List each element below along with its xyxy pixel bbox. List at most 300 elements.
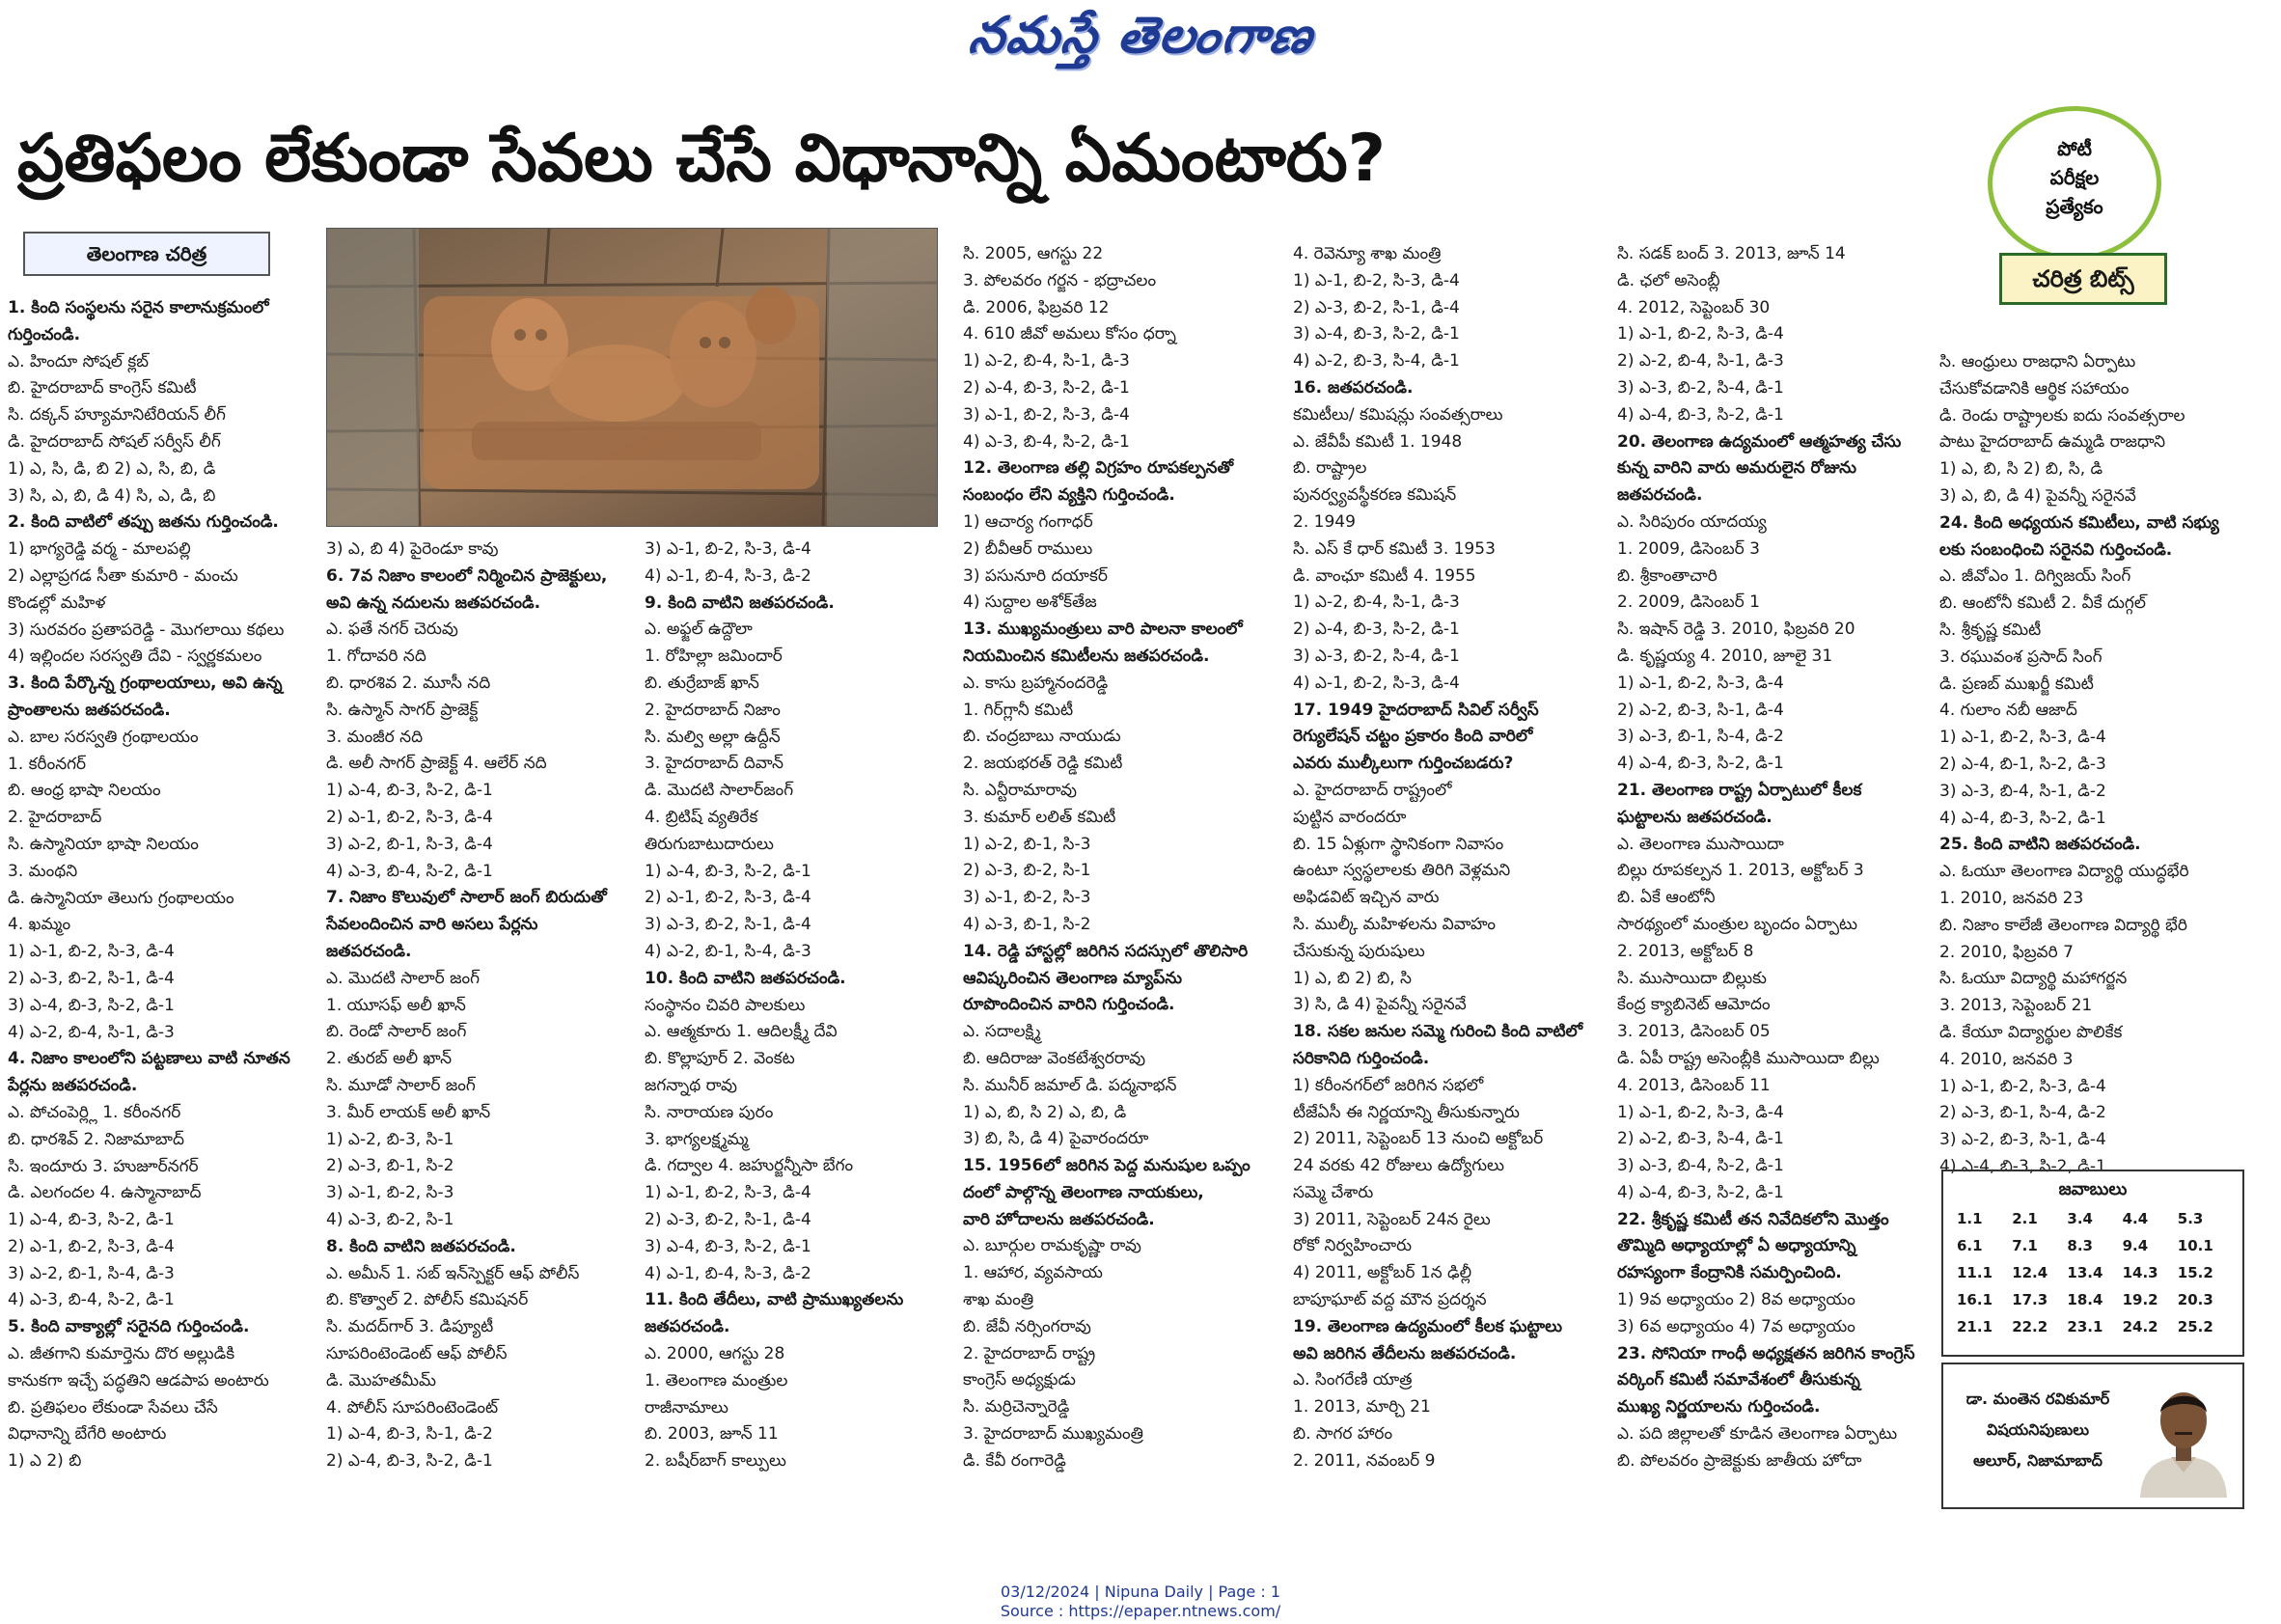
option-line: చేసుకున్న పురుషులు xyxy=(1293,941,1425,961)
headline: ప్రతిఫలం లేకుండా సేవలు చేసే విధానాన్ని ఏమంటారు? xyxy=(17,121,1387,197)
option-line: 2) ఎ-3, బి-1, సి-2 xyxy=(326,1156,454,1176)
option-line: ఎ. సదాలక్ష్మి xyxy=(963,1022,1041,1042)
option-line: 1. గోదావరి నది xyxy=(326,647,426,667)
option-line: 1) ఎ-1, బి-2, సి-3, డి-4 xyxy=(1939,1076,2106,1096)
option-line: 2) ఎ-2, బి-4, సి-1, డి-3 xyxy=(1617,351,1784,372)
option-line: 1) ఎ-1, బి-2, సి-3, డి-4 xyxy=(1293,270,1460,290)
option-line: 1) ఆచార్య గంగాధర్ xyxy=(963,511,1093,532)
option-line: 1) ఎ, బి 2) బి, సి xyxy=(1293,968,1412,988)
answer-key xyxy=(1941,1170,2244,1357)
option-line: 4. 2010, జనవరి 3 xyxy=(1939,1049,2074,1069)
option-line: బి. ధారశివ్ 2. నిజామాబాద్ xyxy=(8,1129,184,1149)
option-line: ఎ. ఆత్మకూరు 1. ఆదిలక్ష్మీ దేవి xyxy=(645,1022,838,1042)
option-line: 1) ఎ-1, బి-2, సి-3, డి-4 xyxy=(1617,324,1784,344)
answer-item: 18.4 xyxy=(2067,1291,2103,1308)
option-line: 3) బి, సి, డి 4) పైవారందరూ xyxy=(963,1129,1149,1149)
answer-item: 8.3 xyxy=(2067,1237,2093,1254)
option-line: 1) ఎ, సి, డి, బి 2) ఎ, సి, బి, డి xyxy=(8,458,216,479)
option-line: 3. హైదరాబాద్ దివాన్ xyxy=(645,754,783,774)
option-line: సమ్మె చేశారు xyxy=(1293,1182,1374,1202)
option-line: సి. మదద్‌గార్ 3. డిప్యూటీ xyxy=(326,1317,494,1337)
option-line: సి. ముసాయిదా బిల్లుకు xyxy=(1617,968,1767,988)
answer-item: 22.2 xyxy=(2012,1318,2048,1335)
option-line: 4) ఎ-4, బి-3, సి-2, డి-1 xyxy=(1617,1182,1784,1202)
option-line: డి. రెండు రాష్ట్రాలకు ఐదు సంవత్సరాల xyxy=(1939,405,2185,426)
option-line: 1) ఎ-4, బి-3, సి-1, డి-2 xyxy=(326,1424,493,1445)
option-line: 2) ఎ-4, బి-1, సి-2, డి-3 xyxy=(1939,754,2106,774)
question-line: రూపొందించిన వారిని గుర్తించండి. xyxy=(963,995,1175,1015)
question-column-4 xyxy=(963,241,1285,1475)
option-line: 2. హైదరాబాద్ నిజాం xyxy=(645,700,781,720)
option-line: 4. ఖమ్మం xyxy=(8,915,71,935)
option-line: బి. ఏకే ఆంటోనీ xyxy=(1617,888,1716,908)
option-line: 1. ఆహార, వ్యవసాయ xyxy=(963,1263,1103,1283)
option-line: బి. తుర్రేబాజ్ ఖాన్ xyxy=(645,673,759,693)
answer-item: 21.1 xyxy=(1957,1318,1993,1335)
option-line: 2) ఎ-1, బి-2, సి-3, డి-4 xyxy=(326,807,493,827)
answer-item: 10.1 xyxy=(2177,1237,2213,1254)
answer-item: 2.1 xyxy=(2012,1210,2038,1227)
answer-item: 4.4 xyxy=(2122,1210,2149,1227)
answer-item: 15.2 xyxy=(2177,1264,2213,1281)
option-line: డి. 2006, ఫిబ్రవరి 12 xyxy=(963,297,1110,317)
question-line: 24. కింది అధ్యయన కమిటీలు, వాటి సభ్యు xyxy=(1939,512,2219,533)
option-line: 1) ఎ-1, బి-2, సి-3, డి-4 xyxy=(1939,728,2106,748)
option-line: 2) ఎ-3, బి-2, సి-1, డి-4 xyxy=(1293,297,1460,317)
option-line: 1) ఎ, బి, సి 2) ఎ, బి, డి xyxy=(963,1102,1127,1122)
sculpture-image xyxy=(327,229,937,526)
option-line: డి. మొహతమీమ్ xyxy=(326,1370,437,1390)
question-line: 16. జతపరచండి. xyxy=(1293,377,1414,398)
option-line: బాపూఘాట్ వద్ద మౌన ప్రదర్శన xyxy=(1293,1290,1487,1310)
option-line: 4. గులాం నబీ ఆజాద్ xyxy=(1939,701,2077,721)
option-line: బి. కొల్లాపూర్ 2. వెంకట xyxy=(645,1049,795,1069)
answer-item: 13.4 xyxy=(2067,1264,2103,1281)
option-line: 4) ఎ-3, బి-4, సి-2, డి-1 xyxy=(963,431,1130,452)
option-line: బి. రెండో సాలార్ జంగ్ xyxy=(326,1022,467,1042)
option-line: బి. సాగర హారం xyxy=(1293,1424,1393,1445)
option-line: 1) ఎ-2, బి-4, సి-1, డి-3 xyxy=(1293,592,1460,613)
option-line: ఉంటూ స్వస్థలాలకు తిరిగి వెళ్లమని xyxy=(1293,861,1511,881)
option-line: 4. 2013, డిసెంబర్ 11 xyxy=(1617,1075,1771,1095)
option-line: 3) ఎ-2, బి-3, సి-1, డి-4 xyxy=(1939,1130,2106,1150)
answer-item: 16.1 xyxy=(1957,1291,1993,1308)
option-line: 1) ఎ-4, బి-3, సి-2, డి-1 xyxy=(8,1210,175,1230)
masthead-title: నమస్తే తెలంగాణ xyxy=(965,6,1318,65)
option-line: 2) ఎ-3, బి-2, సి-1, డి-4 xyxy=(8,968,175,988)
option-line: 2. 2010, ఫిబ్రవరి 7 xyxy=(1939,942,2074,962)
option-line: ఎ. పది జిల్లాలతో కూడిన తెలంగాణ ఏర్పాటు xyxy=(1617,1424,1898,1445)
option-line: ఎ. జీవోఎం 1. దిగ్విజయ్ సింగ్ xyxy=(1939,566,2131,587)
option-line: ఎ. హిందూ సోషల్ క్లబ్ xyxy=(8,351,149,372)
option-line: బి. ధారశివ 2. మూసీ నది xyxy=(326,673,491,693)
question-column-7 xyxy=(1939,349,2248,1181)
option-line: 3) ఎ-4, బి-3, సి-2, డి-1 xyxy=(8,995,175,1015)
option-line: సి. ముల్కీ మహిళలను వివాహం xyxy=(1293,914,1497,934)
option-line: 3) సి, డి 4) పైవన్నీ సరైనవే xyxy=(1293,995,1467,1015)
option-line: 3) ఎ-1, బి-2, సి-3, డి-4 xyxy=(645,539,811,559)
option-line: 1) ఎ-1, బి-2, సి-3, డి-4 xyxy=(1617,673,1784,693)
option-line: 4) ఎ-2, బి-4, సి-1, డి-3 xyxy=(8,1022,175,1042)
badge-line-2: పరీక్షల xyxy=(2049,166,2100,189)
option-line: బి. ఆదిరాజు వెంకటేశ్వరరావు xyxy=(963,1048,1146,1068)
option-line: 3. భాగ్యలక్ష్మమ్మ xyxy=(645,1129,749,1149)
badge-line-1: పోటీ xyxy=(2057,137,2092,160)
option-line: సి. మునీర్ జమాల్ డి. పద్మనాభన్ xyxy=(963,1075,1177,1095)
option-line: సి. మల్వి అల్లా ఉద్దీన్ xyxy=(645,727,781,747)
question-line: వర్కింగ్ కమిటీ సమావేశంలో తీసుకున్న xyxy=(1617,1370,1860,1390)
option-line: డి. మొదటి సాలార్‌జంగ్ xyxy=(645,781,794,801)
option-line: టీజేఏసీ ఈ నిర్ణయాన్ని తీసుకున్నారు xyxy=(1293,1102,1520,1122)
question-line: సేవలందించిన వారి అసలు పేర్లను xyxy=(326,915,538,935)
footer xyxy=(0,1583,2281,1621)
option-line: 1) భాగ్యరెడ్డి వర్మ - మాలపల్లి xyxy=(8,539,191,560)
option-line: 2) ఎ-4, బి-3, సి-2, డి-1 xyxy=(963,377,1130,398)
question-line: ప్రాంతాలను జతపరచండి. xyxy=(8,700,171,720)
option-line: 2) ఎ-1, బి-2, సి-3, డి-4 xyxy=(645,888,811,908)
option-line: అఫిడవిట్ ఇచ్చిన వారు xyxy=(1293,888,1440,908)
option-line: ఎ. బూర్గుల రామకృష్ణా రావు xyxy=(963,1236,1141,1256)
option-line: ఎ. ఫతే నగర్ చెరువు xyxy=(326,619,458,640)
question-line: జతపరచండి. xyxy=(326,941,412,961)
option-line: 2) ఎ-1, బి-2, సి-3, డి-4 xyxy=(8,1236,175,1256)
question-column-2 xyxy=(326,537,635,1475)
option-line: ఎ. సిరిపురం యాదయ్య xyxy=(1617,511,1767,532)
answer-item: 20.3 xyxy=(2177,1291,2213,1308)
option-line: డి. గద్వాల 4. జహుర్జన్నీసా బేగం xyxy=(645,1156,854,1176)
option-line: బిల్లు రూపకల్పన 1. 2013, అక్టోబర్ 3 xyxy=(1617,861,1864,881)
question-line: 11. కింది తేదీలు, వాటి ప్రాముఖ్యతలను xyxy=(645,1290,904,1310)
option-line: 2) ఎ-4, బి-3, సి-2, డి-1 xyxy=(1293,619,1460,640)
question-line: జతపరచండి. xyxy=(1617,485,1703,506)
option-line: 3) ఎ, బి, డి 4) పైవన్నీ సరైనవే xyxy=(1939,485,2136,506)
option-line: 1) ఎ-4, బి-3, సి-2, డి-1 xyxy=(326,781,493,801)
question-line: గుర్తించండి. xyxy=(8,324,81,344)
option-line: బి. నిజాం కాలేజీ తెలంగాణ విద్యార్థి భేరి xyxy=(1939,915,2187,935)
author-info xyxy=(1951,1384,2125,1476)
option-line: 4) ఎ-4, బి-3, సి-2, డి-1 xyxy=(1617,754,1784,774)
question-line: 17. 1949 హైదరాబాద్ సివిల్ సర్వీస్ xyxy=(1293,700,1539,720)
option-line: సి. ఓయూ విద్యార్థి మహాగర్జన xyxy=(1939,969,2128,989)
option-line: 4. 610 జీవో అమలు కోసం ధర్నా xyxy=(963,324,1176,344)
option-line: 4. పోలీస్ సూపరింటెండెంట్ xyxy=(326,1397,499,1418)
option-line: 1. గిర్‌గ్లానీ కమిటీ xyxy=(963,700,1074,720)
option-line: బి. చంద్రబాబు నాయుడు xyxy=(963,727,1121,747)
option-line: 4) ఎ-3, బి-4, సి-2, డి-1 xyxy=(326,861,493,881)
option-line: 2. 2013, అక్టోబర్ 8 xyxy=(1617,941,1754,961)
question-line: లకు సంబంధించి సరైనవి గుర్తించండి. xyxy=(1939,539,2173,560)
option-line: 3) ఎ-2, బి-1, సి-4, డి-3 xyxy=(8,1263,175,1283)
option-line: 3. హైదరాబాద్ ముఖ్యమంత్రి xyxy=(963,1424,1143,1445)
option-line: సి. ఇషాన్ రెడ్డి 3. 2010, ఫిబ్రవరి 20 xyxy=(1617,619,1855,640)
question-line: 18. సకల జనుల సమ్మె గురించి కింది వాటిలో xyxy=(1293,1022,1583,1042)
question-line: 10. కింది వాటిని జతపరచండి. xyxy=(645,968,846,988)
option-line: డి. కేవీ రంగారెడ్డి xyxy=(963,1450,1066,1471)
option-line: 3) పసునూరి దయాకర్ xyxy=(963,565,1108,586)
question-line: రహస్యంగా కేంద్రానికి సమర్పించింది. xyxy=(1617,1263,1842,1283)
option-line: డి. ఛలో అసెంబ్లీ xyxy=(1617,270,1720,290)
option-line: సారథ్యంలో మంత్రుల బృందం ఏర్పాటు xyxy=(1617,914,1858,934)
question-line: ఘట్టాలను జతపరచండి. xyxy=(1617,807,1773,827)
option-line: 3) ఎ-1, బి-2, సి-3, డి-4 xyxy=(963,404,1130,425)
option-line: 2) ఎల్లాప్రగడ సీతా కుమారి - మంచు xyxy=(8,565,238,586)
question-line: సంబంధం లేని వ్యక్తిని గుర్తించండి. xyxy=(963,485,1175,506)
question-line: నియమించిన కమిటీలను జతపరచండి. xyxy=(963,646,1210,666)
option-line: పాటు హైదరాబాద్ ఉమ్మడి రాజధాని xyxy=(1939,432,2166,453)
option-line: 4) ఎ-3, బి-1, సి-2 xyxy=(963,914,1091,934)
question-line: సరికానిది గుర్తించండి. xyxy=(1293,1048,1430,1068)
option-line: 4) ఇల్లిందల సరస్వతి దేవి - స్వర్ణకమలం xyxy=(8,647,262,667)
question-line: 8. కింది వాటిని జతపరచండి. xyxy=(326,1236,516,1256)
question-line: 5. కింది వాక్యాల్లో సరైనది గుర్తించండి. xyxy=(8,1317,250,1337)
option-line: 1) ఎ, బి, సి 2) బి, సి, డి xyxy=(1939,459,2103,480)
option-line: 2) ఎ-2, బి-3, సి-1, డి-4 xyxy=(1617,700,1784,720)
option-line: ఎ. 2000, ఆగస్టు 28 xyxy=(645,1343,785,1363)
author-box xyxy=(1941,1363,2244,1509)
answer-item: 25.2 xyxy=(2177,1318,2213,1335)
option-line: 3. మీర్ లాయక్ అలీ ఖాన్ xyxy=(326,1102,491,1122)
question-line: 13. ముఖ్యమంత్రులు వారి పాలనా కాలంలో xyxy=(963,619,1243,640)
option-line: ఎ. జేవీపీ కమిటీ 1. 1948 xyxy=(1293,431,1463,452)
option-line: బి. 2003, జూన్ 11 xyxy=(645,1424,779,1445)
answer-item: 19.2 xyxy=(2122,1291,2158,1308)
option-line: 1) 9వ అధ్యాయం 2) 8వ అధ్యాయం xyxy=(1617,1290,1855,1310)
footer-source-line: Source : https://epaper.ntnews.com/ xyxy=(1000,1602,1281,1620)
question-line: 7. నిజాం కొలువులో సాలార్ జంగ్ బిరుదుతో xyxy=(326,888,607,908)
author-name: డా. మంతెన రవికుమార్ xyxy=(1965,1390,2110,1408)
option-line: 3. మంథని xyxy=(8,861,78,881)
option-line: ఎ. హైదరాబాద్ రాష్ట్రంలో xyxy=(1293,780,1452,800)
option-line: సంస్థానం చివరి పాలకులు xyxy=(645,995,806,1015)
option-line: 3) ఎ-1, బి-2, సి-3 xyxy=(963,888,1091,908)
option-line: 3) సురవరం ప్రతాపరెడ్డి - మొగలాయి కథలు xyxy=(8,619,285,640)
option-line: బి. కొత్వాల్ 2. పోలీస్ కమిషనర్ xyxy=(326,1290,529,1310)
option-line: 3) ఎ-1, బి-2, సి-3 xyxy=(326,1183,454,1203)
topic-badge xyxy=(1988,106,2161,261)
option-line: 1) ఎ-2, బి-3, సి-1 xyxy=(326,1129,454,1149)
option-line: జగన్నాథ రావు xyxy=(645,1075,737,1095)
option-line: 3. కుమార్ లలిత్ కమిటీ xyxy=(963,807,1116,827)
option-line: ఎ. పోచంపెర్ల్లి 1. కరీంనగర్ xyxy=(8,1102,181,1122)
option-line: 3) ఎ-3, బి-1, సి-4, డి-2 xyxy=(1617,727,1784,747)
option-line: డి. అలీ సాగర్ ప్రాజెక్ట్ 4. ఆలేర్ నది xyxy=(326,754,547,774)
option-line: 1) ఎ-1, బి-2, సి-3, డి-4 xyxy=(645,1183,811,1203)
option-line: సి. 2005, ఆగస్టు 22 xyxy=(963,244,1104,263)
option-line: 4. బ్రిటిష్ వ్యతిరేక xyxy=(645,807,758,827)
option-line: సి. నారాయణ పురం xyxy=(645,1102,774,1122)
option-line: డి. హైదరాబాద్ సోషల్ సర్వీస్ లీగ్ xyxy=(8,431,221,452)
option-line: 1. తెలంగాణ మంత్రుల xyxy=(645,1370,788,1390)
option-line: బి. 15 ఏళ్లుగా స్థానికంగా నివాసం xyxy=(1293,834,1504,854)
option-line: 4) ఎ-4, బి-3, సి-2, డి-1 xyxy=(1939,1156,2106,1176)
option-line: 1) ఎ-1, బి-2, సి-3, డి-4 xyxy=(1617,1102,1784,1122)
option-line: డి. వాంఛూ కమిటీ 4. 1955 xyxy=(1293,565,1476,586)
option-line: 1. 2010, జనవరి 23 xyxy=(1939,888,2084,908)
option-line: బి. ఆంధ్ర భాషా నిలయం xyxy=(8,781,161,801)
author-place: ఆలూర్, నిజామాబాద్ xyxy=(1973,1451,2102,1470)
question-line: 6. 7వ నిజాం కాలంలో నిర్మించిన ప్రాజెక్టులు, xyxy=(326,565,608,586)
option-line: ఎ. జీతగాని కుమార్తెను దొర అల్లుడికి xyxy=(8,1344,235,1364)
option-line: 3) సి, ఎ, బి, డి 4) సి, ఎ, డి, బి xyxy=(8,485,216,506)
answer-key-grid xyxy=(1943,1202,2242,1335)
question-line: ఆవిష్కరించిన తెలంగాణ మ్యాప్‌ను xyxy=(963,968,1183,988)
option-line: సి. ఇందూరు 3. హుజూర్‌నగర్ xyxy=(8,1156,199,1176)
option-line: చేసుకోవడానికి ఆర్థిక సహాయం xyxy=(1939,378,2130,399)
option-line: బి. జేవీ నర్సింగరావు xyxy=(963,1316,1091,1336)
question-line: 25. కింది వాటిని జతపరచండి. xyxy=(1939,835,2141,855)
option-line: 1. కరీంనగర్ xyxy=(8,754,87,774)
option-line: 3) ఎ-2, బి-1, సి-3, డి-4 xyxy=(326,834,493,854)
question-line: కున్న వారిని వారు అమరులైన రోజును xyxy=(1617,458,1856,479)
question-column-1 xyxy=(8,295,322,1475)
option-line: ఎ. మొదటి సాలార్ జంగ్ xyxy=(326,968,481,988)
option-line: ఎ. ఓయూ తెలంగాణ విద్యార్థి యుద్ధభేరి xyxy=(1939,862,2189,882)
option-line: 1) ఎ-1, బి-2, సి-3, డి-4 xyxy=(8,942,175,962)
author-portrait xyxy=(2132,1372,2235,1498)
option-line: ఎ. కాసు బ్రహ్మానందరెడ్డి xyxy=(963,673,1109,693)
option-line: రాజీనామాలు xyxy=(645,1397,728,1418)
option-line: 2) బీవీఆర్ రాములు xyxy=(963,538,1093,559)
question-line: 3. కింది పేర్కొన్న గ్రంథాలయాలు, అవి ఉన్న xyxy=(8,674,283,694)
question-line: ముఖ్య నిర్ణయాలను గుర్తించండి. xyxy=(1617,1397,1821,1418)
option-line: సి. శ్రీకృష్ణ కమిటీ xyxy=(1939,619,2042,640)
option-line: సి. సడక్ బంద్ 3. 2013, జూన్ 14 xyxy=(1617,244,1846,263)
option-line: 2) ఎ-4, బి-3, సి-2, డి-1 xyxy=(326,1451,493,1472)
option-line: 2) 2011, సెప్టెంబర్ 13 నుంచి అక్టోబర్ xyxy=(1293,1129,1544,1149)
footer-date-line: 03/12/2024 | Nipuna Daily | Page : 1 xyxy=(1000,1583,1281,1601)
option-line: సి. ఉస్మానియా భాషా నిలయం xyxy=(8,834,199,854)
question-line: 22. శ్రీకృష్ణ కమిటీ తన నివేదికలోని మొత్తం xyxy=(1617,1209,1889,1229)
option-line: 2) ఎ-3, బి-2, సి-1 xyxy=(963,861,1091,881)
option-line: 3. పోలవరం గర్జన - భద్రాచలం xyxy=(963,270,1157,290)
option-line: సి. ఉస్మాన్ సాగర్ ప్రాజెక్ట్ xyxy=(326,700,479,720)
answer-key-title: జవాబులు xyxy=(2058,1179,2128,1199)
option-line: 3) ఎ-4, బి-3, సి-2, డి-1 xyxy=(1293,324,1460,344)
option-line: డి. ప్రణబ్ ముఖర్జీ కమిటీ xyxy=(1939,674,2094,694)
option-line: 3) 6వ అధ్యాయం 4) 7వ అధ్యాయం xyxy=(1617,1316,1855,1336)
question-line: 15. 1956లో జరిగిన పెద్ద మనుషుల ఒప్పం xyxy=(963,1156,1250,1176)
option-line: తిరుగుబాటుదారులు xyxy=(645,834,774,854)
option-line: 4) సుద్దాల అశోక్‌తేజ xyxy=(963,592,1097,613)
question-line: తొమ్మిది అధ్యాయాల్లో ఏ అధ్యాయాన్ని xyxy=(1617,1236,1856,1256)
option-line: బి. శ్రీకాంతాచారి xyxy=(1617,565,1718,586)
option-line: కానుకగా ఇచ్చే పద్ధతిని ఆడపాప అంటారు xyxy=(8,1370,269,1390)
option-line: ఎ. తెలంగాణ ముసాయిదా xyxy=(1617,834,1784,854)
option-line: 24 వరకు 42 రోజులు ఉద్యోగులు xyxy=(1293,1156,1504,1176)
option-line: 4) ఎ-4, బి-3, సి-2, డి-1 xyxy=(1617,404,1784,425)
option-line: డి. ఉస్మానియా తెలుగు గ్రంథాలయం xyxy=(8,888,234,908)
answer-item: 5.3 xyxy=(2177,1210,2204,1227)
answer-item: 6.1 xyxy=(1957,1237,1983,1254)
option-line: 1) ఎ-2, బి-4, సి-1, డి-3 xyxy=(963,351,1130,372)
question-line: అవి ఉన్న నదులను జతపరచండి. xyxy=(326,592,541,613)
question-line: అవి జరిగిన తేదీలను జతపరచండి. xyxy=(1293,1343,1517,1363)
section-label: తెలంగాణ చరిత్ర xyxy=(23,232,270,276)
question-line: 20. తెలంగాణ ఉద్యమంలో ఆత్మహత్య చేసు xyxy=(1617,431,1902,452)
question-line: 23. సోనియా గాంధీ అధ్యక్షతన జరిగిన కాంగ్రెస్ xyxy=(1617,1343,1915,1363)
question-line: 9. కింది వాటిని జతపరచండి. xyxy=(645,592,835,613)
option-line: 3) ఎ-3, బి-2, సి-4, డి-1 xyxy=(1293,646,1460,666)
option-line: విధానాన్ని బేగేరి అంటారు xyxy=(8,1424,167,1445)
question-line: 14. రెడ్డి హాస్టల్లో జరిగిన సదస్సులో తొలిసారి xyxy=(963,941,1249,961)
option-line: 1. 2013, మార్చి 21 xyxy=(1293,1397,1431,1418)
option-line: 3. 2013, డిసెంబర్ 05 xyxy=(1617,1022,1771,1042)
option-line: 3. 2013, సెప్టెంబర్ 21 xyxy=(1939,996,2093,1016)
option-line: 2. 1949 xyxy=(1293,511,1356,532)
option-line: సి. ఎస్ కే ధార్ కమిటీ 3. 1953 xyxy=(1293,538,1496,559)
option-line: 3) ఎ-3, బి-4, సి-1, డి-2 xyxy=(1939,781,2106,801)
answer-item: 9.4 xyxy=(2122,1237,2149,1254)
option-line: ఎ. బాల సరస్వతి గ్రంథాలయం xyxy=(8,727,199,747)
option-line: 2. హైదరాబాద్ రాష్ట్ర xyxy=(963,1343,1096,1363)
option-line: పుట్టిన వారందరూ xyxy=(1293,807,1407,827)
option-line: 4. 2012, సెప్టెంబర్ 30 xyxy=(1617,297,1771,317)
option-line: 3. రఘువంశ ప్రసాద్ సింగ్ xyxy=(1939,647,2102,667)
option-line: 1) కరీంనగర్‌లో జరిగిన సభలో xyxy=(1293,1075,1484,1095)
option-line: 4) ఎ-2, బి-3, సి-4, డి-1 xyxy=(1293,351,1460,372)
answer-item: 23.1 xyxy=(2067,1318,2103,1335)
option-line: 4) ఎ-4, బి-3, సి-2, డి-1 xyxy=(1939,808,2106,828)
option-line: 1. రోహిల్లా జమిందార్ xyxy=(645,647,783,667)
option-line: 3) ఎ-4, బి-3, సి-2, డి-1 xyxy=(645,1236,811,1256)
option-line: సి. ఆంధ్రులు రాజధాని ఏర్పాటు xyxy=(1939,352,2136,372)
option-line: 3) 2011, సెప్టెంబర్ 24న రైలు xyxy=(1293,1209,1491,1229)
option-line: 4) 2011, అక్టోబర్ 1న ఢిల్లీ xyxy=(1293,1263,1472,1283)
masthead xyxy=(0,6,2281,73)
option-line: డి. ఏపీ రాష్ట్ర అసెంబ్లీకి ముసాయిదా బిల్లు xyxy=(1617,1048,1880,1068)
option-line: 3) ఎ-3, బి-2, సి-1, డి-4 xyxy=(645,915,811,935)
option-line: 4) ఎ-1, బి-4, సి-3, డి-2 xyxy=(645,565,811,586)
option-line: 1) ఎ-4, బి-3, సి-2, డి-1 xyxy=(645,861,811,881)
option-line: కొండల్లో మహిళ xyxy=(8,592,106,613)
option-line: 4) ఎ-2, బి-1, సి-4, డి-3 xyxy=(645,941,811,961)
option-line: 1. 2009, డిసెంబర్ 3 xyxy=(1617,538,1760,559)
option-line: సి. మర్రిచెన్నారెడ్డి xyxy=(963,1397,1070,1418)
option-line: 1. యూసఫ్ అలీ ఖాన్ xyxy=(326,995,466,1015)
option-line: ఎ. అమీన్ 1. సబ్ ఇన్‌స్పెక్టర్ ఆఫ్ పోలీస్ xyxy=(326,1263,580,1283)
sculpture-photo xyxy=(326,228,938,527)
option-line: 4) ఎ-1, బి-4, సి-3, డి-2 xyxy=(645,1263,811,1283)
option-line: పునర్వ్యవస్థీకరణ కమిషన్ xyxy=(1293,485,1457,506)
answer-item: 12.4 xyxy=(2012,1264,2048,1281)
question-line: జతపరచండి. xyxy=(645,1317,730,1337)
option-line: 2) ఎ-3, బి-1, సి-4, డి-2 xyxy=(1939,1103,2106,1123)
option-line: ఎ. అఫ్జల్ ఉద్దౌలా xyxy=(645,619,753,640)
answer-item: 24.2 xyxy=(2122,1318,2158,1335)
question-line: 21. తెలంగాణ రాష్ట్ర ఏర్పాటులో కీలక xyxy=(1617,780,1862,800)
question-column-3 xyxy=(645,537,953,1475)
option-line: కాంగ్రెస్ అధ్యక్షుడు xyxy=(963,1370,1076,1390)
option-line: డి. ఎలగందల 4. ఉస్మానాబాద్ xyxy=(8,1183,202,1203)
question-line: 2. కింది వాటిలో తప్పు జతను గుర్తించండి. xyxy=(8,512,279,533)
answer-item: 7.1 xyxy=(2012,1237,2038,1254)
option-line: 1) ఎ-2, బి-1, సి-3 xyxy=(963,834,1091,854)
option-line: 1) ఎ 2) బి xyxy=(8,1451,82,1472)
option-line: రోకో నిర్వహించారు xyxy=(1293,1236,1413,1256)
option-line: బి. పోలవరం ప్రాజెక్టుకు జాతీయ హోదా xyxy=(1617,1450,1862,1471)
option-line: 2. బషీర్‌బాగ్ కాల్పులు xyxy=(645,1451,786,1472)
question-line: 1. కింది సంస్థలను సరైన కాలానుక్రమంలో xyxy=(8,298,269,317)
option-line: సూపరింటెండెంట్ ఆఫ్ పోలీస్ xyxy=(326,1343,508,1363)
answer-item: 11.1 xyxy=(1957,1264,1993,1281)
question-column-5 xyxy=(1293,241,1611,1475)
option-line: బి. రాష్ట్రాల xyxy=(1293,458,1367,479)
answer-item: 1.1 xyxy=(1957,1210,1983,1227)
option-line: 2. 2011, నవంబర్ 9 xyxy=(1293,1450,1436,1471)
option-line: కేంద్ర క్యాబినెట్ ఆమోదం xyxy=(1617,995,1771,1015)
option-line: బి. ప్రతిఫలం లేకుండా సేవలు చేసే xyxy=(8,1397,218,1418)
question-line: 4. నిజాం కాలంలోని పట్టణాలు వాటి నూతన xyxy=(8,1049,290,1069)
